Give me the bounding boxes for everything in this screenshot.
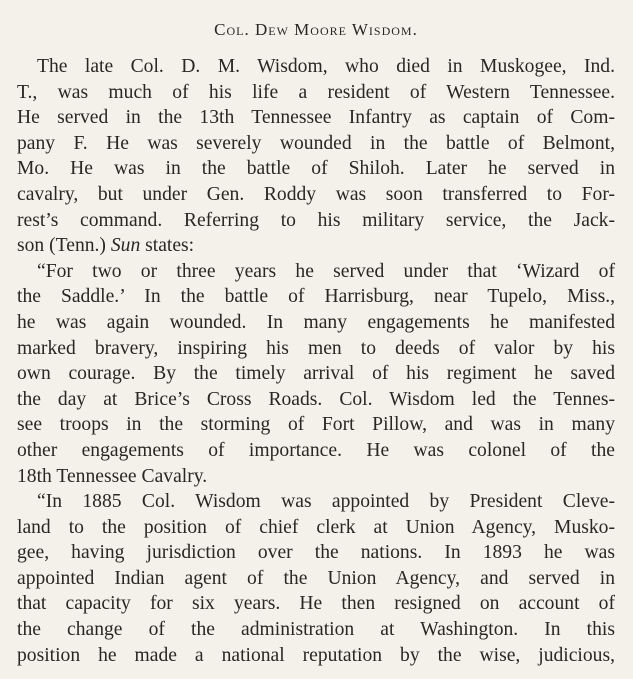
text-line: Mo. He was in the battle of Shiloh. Later he served in: [17, 158, 615, 180]
text-line: gee, having jurisdiction over the nations. In 1893 he was: [17, 542, 615, 564]
text-line: that capacity for six years. He then resigned on account of: [17, 593, 615, 615]
text-line: cavalry, but under Gen. Roddy was soon transferred to For-: [17, 183, 615, 205]
paragraph-2: [17, 259, 615, 489]
text-line: pany F. He was severely wounded in the battle of Belmont,: [17, 132, 615, 154]
text-line: appointed Indian agent of the Union Agency, and served in: [17, 567, 615, 589]
text-line: T., was much of his life a resident of Western Tennessee.: [17, 81, 615, 103]
text-line: the Saddle.’ In the battle of Harrisburg, near Tupelo, Miss.,: [17, 286, 615, 308]
text-line: “In 1885 Col. Wisdom was appointed by President Cleve-: [37, 491, 615, 513]
text-segment: states:: [140, 235, 195, 257]
paragraph-1: [17, 54, 615, 259]
text-line: the change of the administration at Washington. In this: [17, 619, 615, 641]
article-heading: Col. Dew Moore Wisdom.: [214, 20, 418, 39]
text-line: land to the position of chief clerk at Union Agency, Musko-: [17, 516, 615, 538]
text-line: the day at Brice’s Cross Roads. Col. Wisdom led the Tennes-: [17, 388, 615, 410]
text-line: He served in the 13th Tennessee Infantry as captain of Com-: [17, 107, 615, 129]
text-line: marked bravery, inspiring his men to deeds of valor by his: [17, 337, 615, 359]
text-line: other engagements of importance. He was colonel of the: [17, 439, 615, 461]
text-line: position he made a national reputation by the wise, judicious,: [17, 644, 615, 666]
text-line: [17, 233, 615, 259]
text-line: 18th Tennessee Cavalry.: [17, 465, 208, 487]
text-line: “For two or three years he served under that ‘Wizard of: [37, 260, 615, 282]
text-line: rest’s command. Referring to his military service, the Jack-: [17, 209, 615, 231]
text-line: The late Col. D. M. Wisdom, who died in Muskogee, Ind.: [37, 56, 615, 77]
text-line: own courage. By the timely arrival of his regiment he saved: [17, 363, 615, 385]
text-line: he was again wounded. In many engagements he manifested: [17, 311, 615, 333]
text-segment: son (Tenn.): [17, 235, 111, 257]
text-line: see troops in the storming of Fort Pillow, and was in many: [17, 414, 615, 436]
newspaper-title: Sun: [110, 235, 141, 257]
paragraph-3: [17, 489, 615, 668]
